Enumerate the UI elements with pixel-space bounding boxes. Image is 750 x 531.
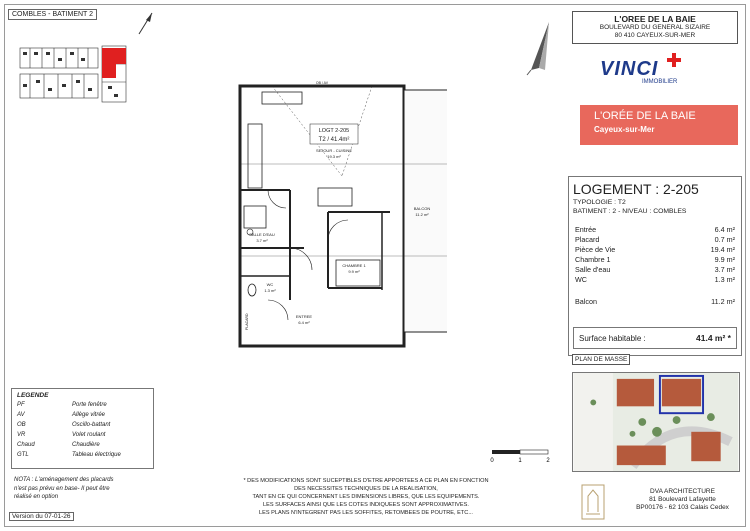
room-row: Entrée 6.4 m² <box>575 225 735 234</box>
banner-subtitle: Cayeux-sur-Mer <box>594 125 655 134</box>
plan-sejour-area: 19.3 m² <box>327 154 341 159</box>
scale-bar <box>490 448 552 468</box>
architect-block <box>575 482 740 522</box>
plan-sejour-label: SEJOUR - CUISINE <box>315 148 353 153</box>
floor-plan <box>232 80 447 348</box>
room-row: Placard 0.7 m² <box>575 235 735 244</box>
surface-habitable <box>573 327 737 349</box>
plan-chambre-label: CHAMBRE 1 <box>342 263 366 268</box>
legend-box <box>11 388 154 469</box>
nota-text: NOTA : L'aménagement des placards n'est pas prévu en base- Il peut être réalisé en option <box>14 477 114 500</box>
version-label: Version du 07-01-26 <box>9 512 74 521</box>
legend-item: VR Volet roulant <box>17 432 106 438</box>
plan-entree-label: ENTREE <box>295 314 313 319</box>
plan-unit-label: LOGT 2-205 <box>318 128 350 134</box>
plan-chambre-area: 9.9 m² <box>348 269 360 274</box>
brand-sub: IMMOBILIER <box>642 79 678 85</box>
keyplan-thumbnail <box>18 44 128 106</box>
north-arrow-icon <box>136 10 156 36</box>
architect-name: DVA ARCHITECTURE <box>650 488 715 495</box>
project-title-block <box>572 11 738 44</box>
legend-title: LEGENDE <box>17 392 49 399</box>
architect-logo-icon <box>581 484 605 520</box>
svg-text:2: 2 <box>546 458 550 464</box>
plan-masse-label: PLAN DE MASSE <box>572 354 630 365</box>
plan-sde-area: 3.7 m² <box>256 238 268 243</box>
site-plan <box>572 372 740 472</box>
brand-name: VINCI <box>600 58 659 80</box>
vinci-logo <box>600 58 677 85</box>
project-address-line2: 80 410 CAYEUX-SUR-MER <box>614 32 696 39</box>
room-row: Salle d'eau 3.7 m² <box>575 265 735 274</box>
plan-sde-label: SALLE D'EAU <box>249 232 275 237</box>
plan-wc-label: WC <box>266 282 274 287</box>
project-address-line1: BOULEVARD DU GENERAL SIZAIRE <box>599 24 711 31</box>
legend-item: AV Allège vitrée <box>17 412 106 418</box>
svg-text:1: 1 <box>518 458 522 464</box>
disclaimer-text: * DES MODIFICATIONS SONT SUCEPTIBLES D'ETRE APPORTEES A CE PLAN EN FONCTION DES NECESSITES TECHNIQUES DE LA REALISATION, TANT EN CE QUI CONCERNENT LES DIMENSIONS LIBRES, QUE LES EQUIPEMENTS. LES SURFACES AINSI QUE LES COTES INDIQUEES SONT APPROXIMATIVES. LES PLANS N'INTEGRENT PAS LES SOFFITES, RETOMBEES DE POUTRE, ETC... <box>243 478 489 516</box>
room-row: Pièce de Vie 19.4 m² <box>575 245 735 254</box>
room-row: Chambre 1 9.9 m² <box>575 255 735 264</box>
plan-wc-area: 1.3 m² <box>264 288 276 293</box>
unit-title: LOGEMENT : 2-205 <box>573 181 699 197</box>
banner-title: L'ORÉE DE LA BAIE <box>594 110 696 122</box>
room-row: WC 1.3 m² <box>575 275 735 284</box>
keyplan-label: COMBLES - BATIMENT 2 <box>8 9 97 20</box>
legend-item: OB Oscillo-battant <box>17 422 111 428</box>
plan-unit-type: T2 / 41.4m² <box>318 137 350 143</box>
surface-label: Surface habitable : <box>579 333 646 343</box>
room-list <box>575 225 735 285</box>
balcon-row: Balcon 11.2 m² <box>575 297 735 306</box>
unit-batiment: BATIMENT : 2 - NIVEAU : COMBLES <box>573 208 687 215</box>
plan-door-label: OB / AV <box>315 81 329 85</box>
surface-value: 41.4 m² * <box>696 333 731 343</box>
project-name: L'OREE DE LA BAIE <box>614 14 696 24</box>
unit-typologie: TYPOLOGIE : T2 <box>573 199 626 206</box>
plan-balcon-label: BALCON <box>413 206 431 211</box>
legend-item: PF Porte fenêtre <box>17 402 107 408</box>
svg-text:0: 0 <box>490 458 494 464</box>
legend-item: Chaud Chaudière <box>17 442 100 448</box>
architect-address1: 81 Boulevard Lafayette <box>649 496 716 503</box>
architect-info <box>625 488 740 512</box>
architect-address2: BP00176 - 62 103 Calais Cedex <box>636 504 729 511</box>
plan-balcon-area: 11.2 m² <box>415 212 429 217</box>
plan-placard-label: PLACARD <box>245 313 249 330</box>
legend-item: GTL Tableau électrique <box>17 452 121 458</box>
unit-info-panel <box>568 176 742 356</box>
north-arrow-large-icon <box>525 20 553 76</box>
brand-cross-icon <box>667 53 681 67</box>
project-banner <box>580 105 738 145</box>
plan-entree-area: 6.4 m² <box>298 320 310 325</box>
